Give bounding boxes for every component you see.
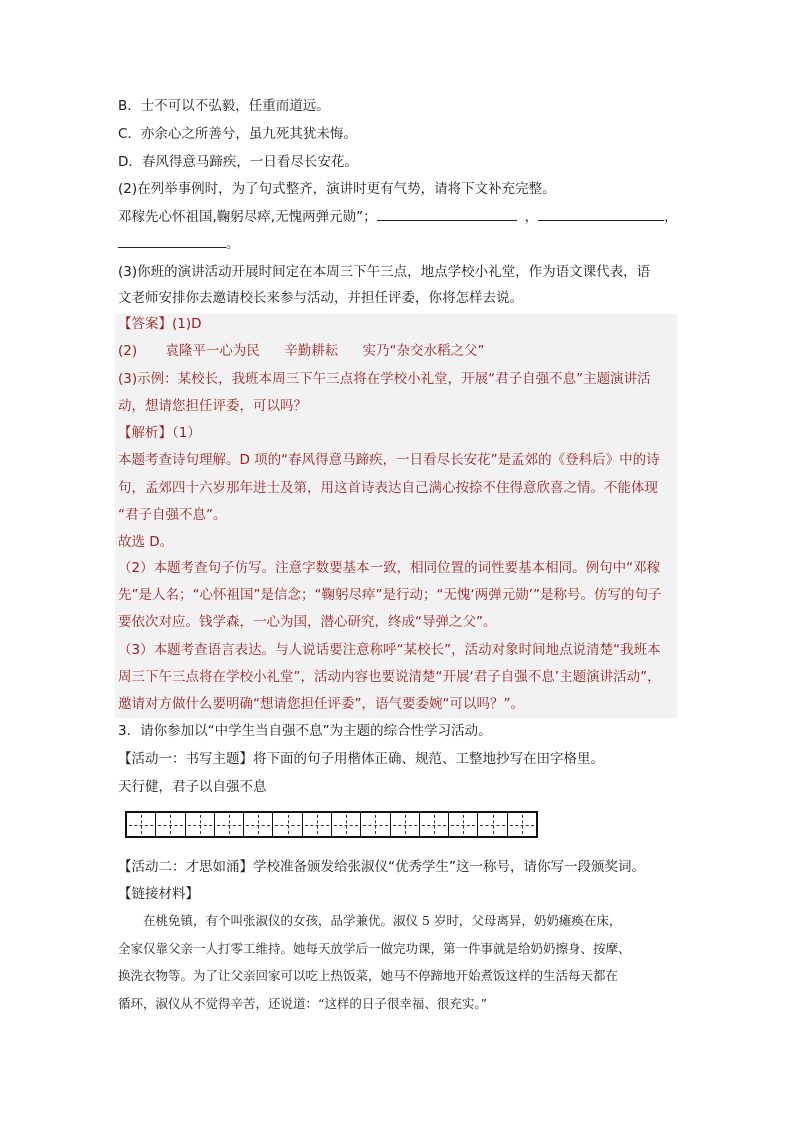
answer-blank-3[interactable] <box>118 233 226 248</box>
analysis-p1-l2: 句，孟郊四十六岁那年进士及第，用这首诗表达自己满心按捺不住得意欣喜之情。不能体现 <box>118 480 658 496</box>
comma-2: ， <box>664 209 678 225</box>
tianzige-cell[interactable] <box>391 813 420 836</box>
material-line-1: 在桃免镇，有个叫张淑仪的女孩，品学兼优。淑仪 5 岁时，父母离异，奶奶瘫痪在床， <box>118 913 622 928</box>
analysis-p2-l1: （2）本题考查句子仿写。注意字数要基本一致，相同位置的词性要基本相同。例句中“邓稼 <box>118 560 661 576</box>
tianzige-cell[interactable] <box>127 813 156 836</box>
analysis-p3-l1: （3）本题考查语言表达。与人说话要注意称呼“某校长”，活动对象时间地点说清楚“我班本 <box>118 642 661 658</box>
option-b: B．士不可以不弘毅，任重而道远。 <box>118 98 330 114</box>
analysis-heading <box>118 423 201 443</box>
option-c: C．亦余心之所善兮，虽九死其犹未悔。 <box>118 126 357 142</box>
analysis-p1-l3: “君子自强不息”。 <box>118 507 227 523</box>
material-line-4: 循环，淑仪从不觉得辛苦，还说道：“这样的日子很幸福、很充实。” <box>118 996 488 1011</box>
link-material-label: 【链接材料】 <box>118 886 199 902</box>
end-mark: 。 <box>226 236 240 252</box>
question-3-title: 3．请你参加以“中学生当自强不息”为主题的综合性学习活动。 <box>118 723 492 739</box>
analysis-p1-l4: 故选 D。 <box>118 534 174 550</box>
answer-3-line1: (3)示例：某校长，我班本周三下午三点将在学校小礼堂，开展“君子自强不息”主题演讲活 <box>118 371 651 387</box>
answer-label: 【答案】 <box>118 316 172 332</box>
tianzige-cell[interactable] <box>244 813 273 836</box>
material-line-2: 全家仅靠父亲一人打零工维持。她每天放学后一做完功课，第一件事就是给奶奶擦身、按摩、 <box>118 941 631 956</box>
tianzige-cell[interactable] <box>186 813 215 836</box>
answer-section <box>118 314 202 334</box>
tianzige-cell[interactable] <box>449 813 478 836</box>
activity-2: 【活动二：才思如涌】学校准备颁发给张淑仪“优秀学生”这一称号，请你写一段颁奖词。 <box>118 859 645 875</box>
activity-1: 【活动一：书写主题】将下面的句子用楷体正确、规范、工整地抄写在田字格里。 <box>118 751 604 767</box>
analysis-label: 【解析】 <box>118 425 172 441</box>
analysis-p2-l2: 先”是人名；“心怀祖国”是信念；“鞠躬尽瘁”是行动；“无愧‘两弹元勋’”是称号。仿写的句子 <box>118 587 662 603</box>
tianzige-cell[interactable] <box>303 813 332 836</box>
tianzige-cell[interactable] <box>478 813 507 836</box>
answer-2-num: (2) <box>118 343 138 359</box>
analysis-p2-l3: 要依次对应。钱学森，一心为国，潜心研究，终成“导弹之父”。 <box>118 614 497 630</box>
analysis-p1-l1: 本题考查诗句理解。D 项的“春风得意马蹄疾，一日看尽长安花”是孟郊的《登科后》中的诗 <box>118 452 660 468</box>
analysis-num: （1） <box>172 425 201 441</box>
example-text: 邓稼先心怀祖国,鞠躬尽瘁,无愧两弹元勋”； <box>118 209 377 225</box>
answer-1: (1)D <box>172 316 202 332</box>
sentence-to-copy: 天行健，君子以自强不息 <box>118 779 267 795</box>
option-d: D．春风得意马蹄疾，一日看尽长安花。 <box>118 154 358 170</box>
tianzige-cell[interactable] <box>156 813 185 836</box>
tianzige-grid[interactable] <box>125 811 538 838</box>
answer-blank-2[interactable] <box>538 206 664 221</box>
question-2-line2 <box>118 233 240 254</box>
comma-1: ， <box>524 209 539 225</box>
tianzige-cell[interactable] <box>332 813 361 836</box>
analysis-p3-l3: 邀请对方做什么要明确“想请您担任评委”，语气要委婉“可以吗？”。 <box>118 696 524 712</box>
question-2-example <box>118 206 678 227</box>
answer-2-part3: 实乃“杂交水稻之父” <box>362 343 485 359</box>
material-line-3: 换洗衣物等。为了让父亲回家可以吃上热饭菜，她马不停蹄地开始煮饭这样的生活每天都在 <box>118 968 619 983</box>
question-3-line1: (3)你班的演讲活动开展时间定在本周三下午三点，地点学校小礼堂，作为语文课代表，语 <box>118 264 651 280</box>
question-2-prompt: (2)在列举事例时，为了句式整齐，演讲时更有气势，请将下文补充完整。 <box>118 181 556 197</box>
analysis-p3-l2: 周三下午三点将在学校小礼堂”，活动内容也要说清楚“开展‘君子自强不息’主题演讲活动”， <box>118 669 661 685</box>
tianzige-cell[interactable] <box>273 813 302 836</box>
answer-2-part1: 袁隆平一心为民 <box>165 343 260 359</box>
tianzige-cell[interactable] <box>215 813 244 836</box>
question-3-line2: 文老师安排你去邀请校长来参与活动，并担任评委，你将怎样去说。 <box>118 290 523 306</box>
answer-2 <box>118 341 485 361</box>
tianzige-cell[interactable] <box>361 813 390 836</box>
answer-2-part2: 辛勤耕耘 <box>284 343 339 359</box>
answer-3-line2: 动，想请您担任评委，可以吗？ <box>118 398 307 414</box>
tianzige-cell[interactable] <box>420 813 449 836</box>
answer-blank-1[interactable] <box>377 206 517 221</box>
tianzige-cell[interactable] <box>508 813 536 836</box>
